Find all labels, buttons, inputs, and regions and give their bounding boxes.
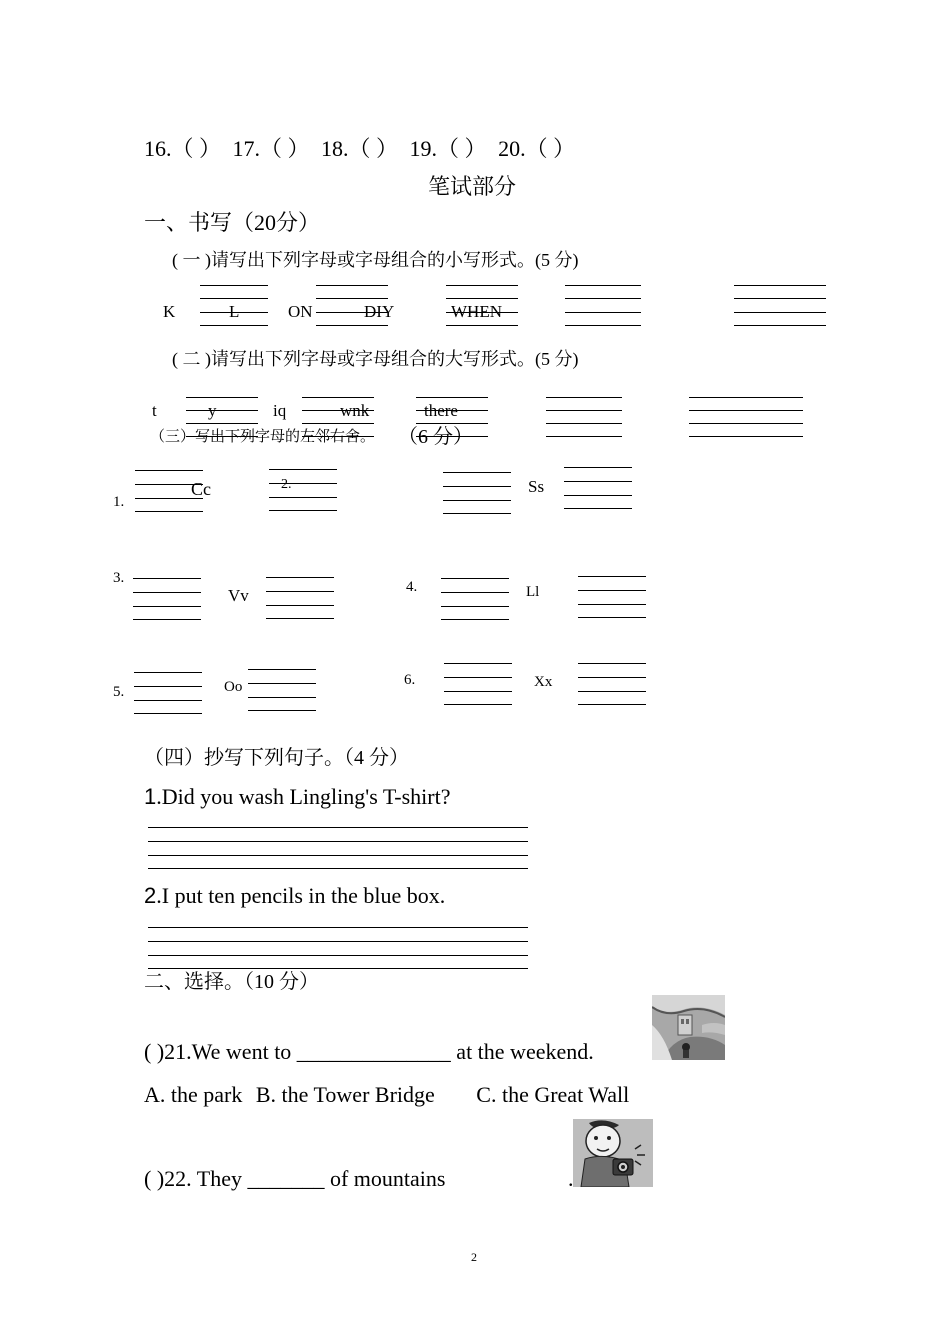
written-part-title: 笔试部分 (428, 174, 517, 199)
q20-number: 20. (498, 136, 526, 161)
answer-blank: ( ) (144, 1039, 165, 1064)
q16-number: 16. (144, 136, 172, 161)
option-c[interactable]: C. the Great Wall (476, 1082, 630, 1107)
writing-grid[interactable] (546, 397, 622, 437)
writing-grid[interactable] (134, 672, 202, 714)
option-b[interactable]: B. the Tower Bridge (255, 1082, 435, 1107)
item-number: 4. (406, 579, 418, 595)
q19-blank: （ ） (437, 136, 487, 161)
writing-grid[interactable] (248, 669, 316, 711)
letter-item: iq (273, 401, 287, 420)
q18-blank: （ ） (348, 136, 399, 161)
boy-with-camera-image (573, 1119, 653, 1187)
letter-item: there (424, 401, 458, 420)
q18-number: 18. (321, 136, 349, 161)
q20-blank: （ ） (525, 136, 576, 161)
boy-with-camera-photo (573, 1119, 653, 1187)
writing-grid[interactable] (578, 576, 646, 618)
writing-grid[interactable] (578, 663, 646, 705)
item-number: 2. (281, 477, 292, 492)
letter-item: ON (288, 302, 313, 321)
letter-pair: Cc (191, 479, 211, 499)
answer-blank: ( ) (144, 1166, 165, 1191)
writing-grid[interactable] (443, 472, 511, 514)
sentence-number: 2 (144, 883, 157, 908)
letter-pair: Oo (224, 679, 243, 695)
answer-row (144, 138, 575, 160)
section1-heading: 一、书写（20分） (144, 210, 321, 235)
letter-item: y (208, 401, 217, 420)
item-number: 6. (404, 672, 416, 688)
letter-item: L (229, 302, 240, 321)
item-number: 1. (113, 494, 125, 510)
copy-writing-grid[interactable] (148, 927, 528, 969)
great-wall-image (652, 995, 725, 1060)
option-a[interactable]: A. the park (144, 1082, 243, 1107)
part4-heading: （四）抄写下列句子。（4 分） (144, 747, 409, 769)
writing-grid[interactable] (444, 663, 512, 705)
part3-score: （6 分） (398, 426, 473, 448)
question-text: 22. They _______ of mountains (164, 1166, 446, 1191)
sentence-2 (144, 885, 445, 907)
letter-pair: Ss (528, 477, 545, 496)
sentence-text: .Did you wash Lingling's T-shirt? (156, 784, 451, 809)
copy-writing-grid[interactable] (148, 827, 528, 869)
part3-instruction: （三）写出下列字母的左邻右舍。 (150, 429, 376, 445)
letter-item: t (152, 401, 157, 420)
writing-grid[interactable] (565, 285, 641, 327)
q16-blank: （ ） (171, 136, 222, 161)
sentence-number: 1 (144, 784, 157, 809)
part1-instruction: ( 一 )请写出下列字母或字母组合的小写形式。(5 分) (172, 250, 579, 270)
writing-grid[interactable] (441, 578, 509, 620)
sentence-1 (144, 786, 451, 808)
writing-grid[interactable] (269, 469, 337, 511)
letter-pair: Xx (534, 674, 553, 690)
writing-grid[interactable] (689, 397, 803, 437)
question-text: 21.We went to ______________ at the weekend. (164, 1039, 594, 1064)
sentence-text: .I put ten pencils in the blue box. (156, 883, 446, 908)
item-number: 3. (113, 570, 125, 586)
letter-pair: Ll (526, 584, 540, 600)
letter-item: wnk (340, 401, 370, 420)
section2-heading: 二、选择。（10 分） (144, 971, 319, 993)
letter-item: WHEN (451, 302, 502, 321)
q17-number: 17. (232, 136, 261, 161)
question-22 (144, 1168, 445, 1190)
question-21-options (144, 1084, 629, 1106)
writing-grid[interactable] (133, 578, 201, 620)
page-number: 2 (471, 1250, 477, 1264)
q19-number: 19. (409, 136, 438, 161)
letter-item: DIY (364, 302, 395, 321)
writing-grid[interactable] (266, 577, 334, 619)
letter-pair: Vv (228, 586, 249, 605)
great-wall-photo (652, 995, 725, 1060)
question-21 (144, 1041, 594, 1063)
part2-instruction: ( 二 )请写出下列字母或字母组合的大写形式。(5 分) (172, 349, 579, 369)
q17-blank: （ ） (260, 136, 310, 161)
question-22-period: . (568, 1166, 574, 1191)
letter-item: K (163, 302, 176, 321)
item-number: 5. (113, 684, 125, 700)
writing-grid[interactable] (564, 467, 632, 509)
writing-grid[interactable] (734, 285, 826, 327)
